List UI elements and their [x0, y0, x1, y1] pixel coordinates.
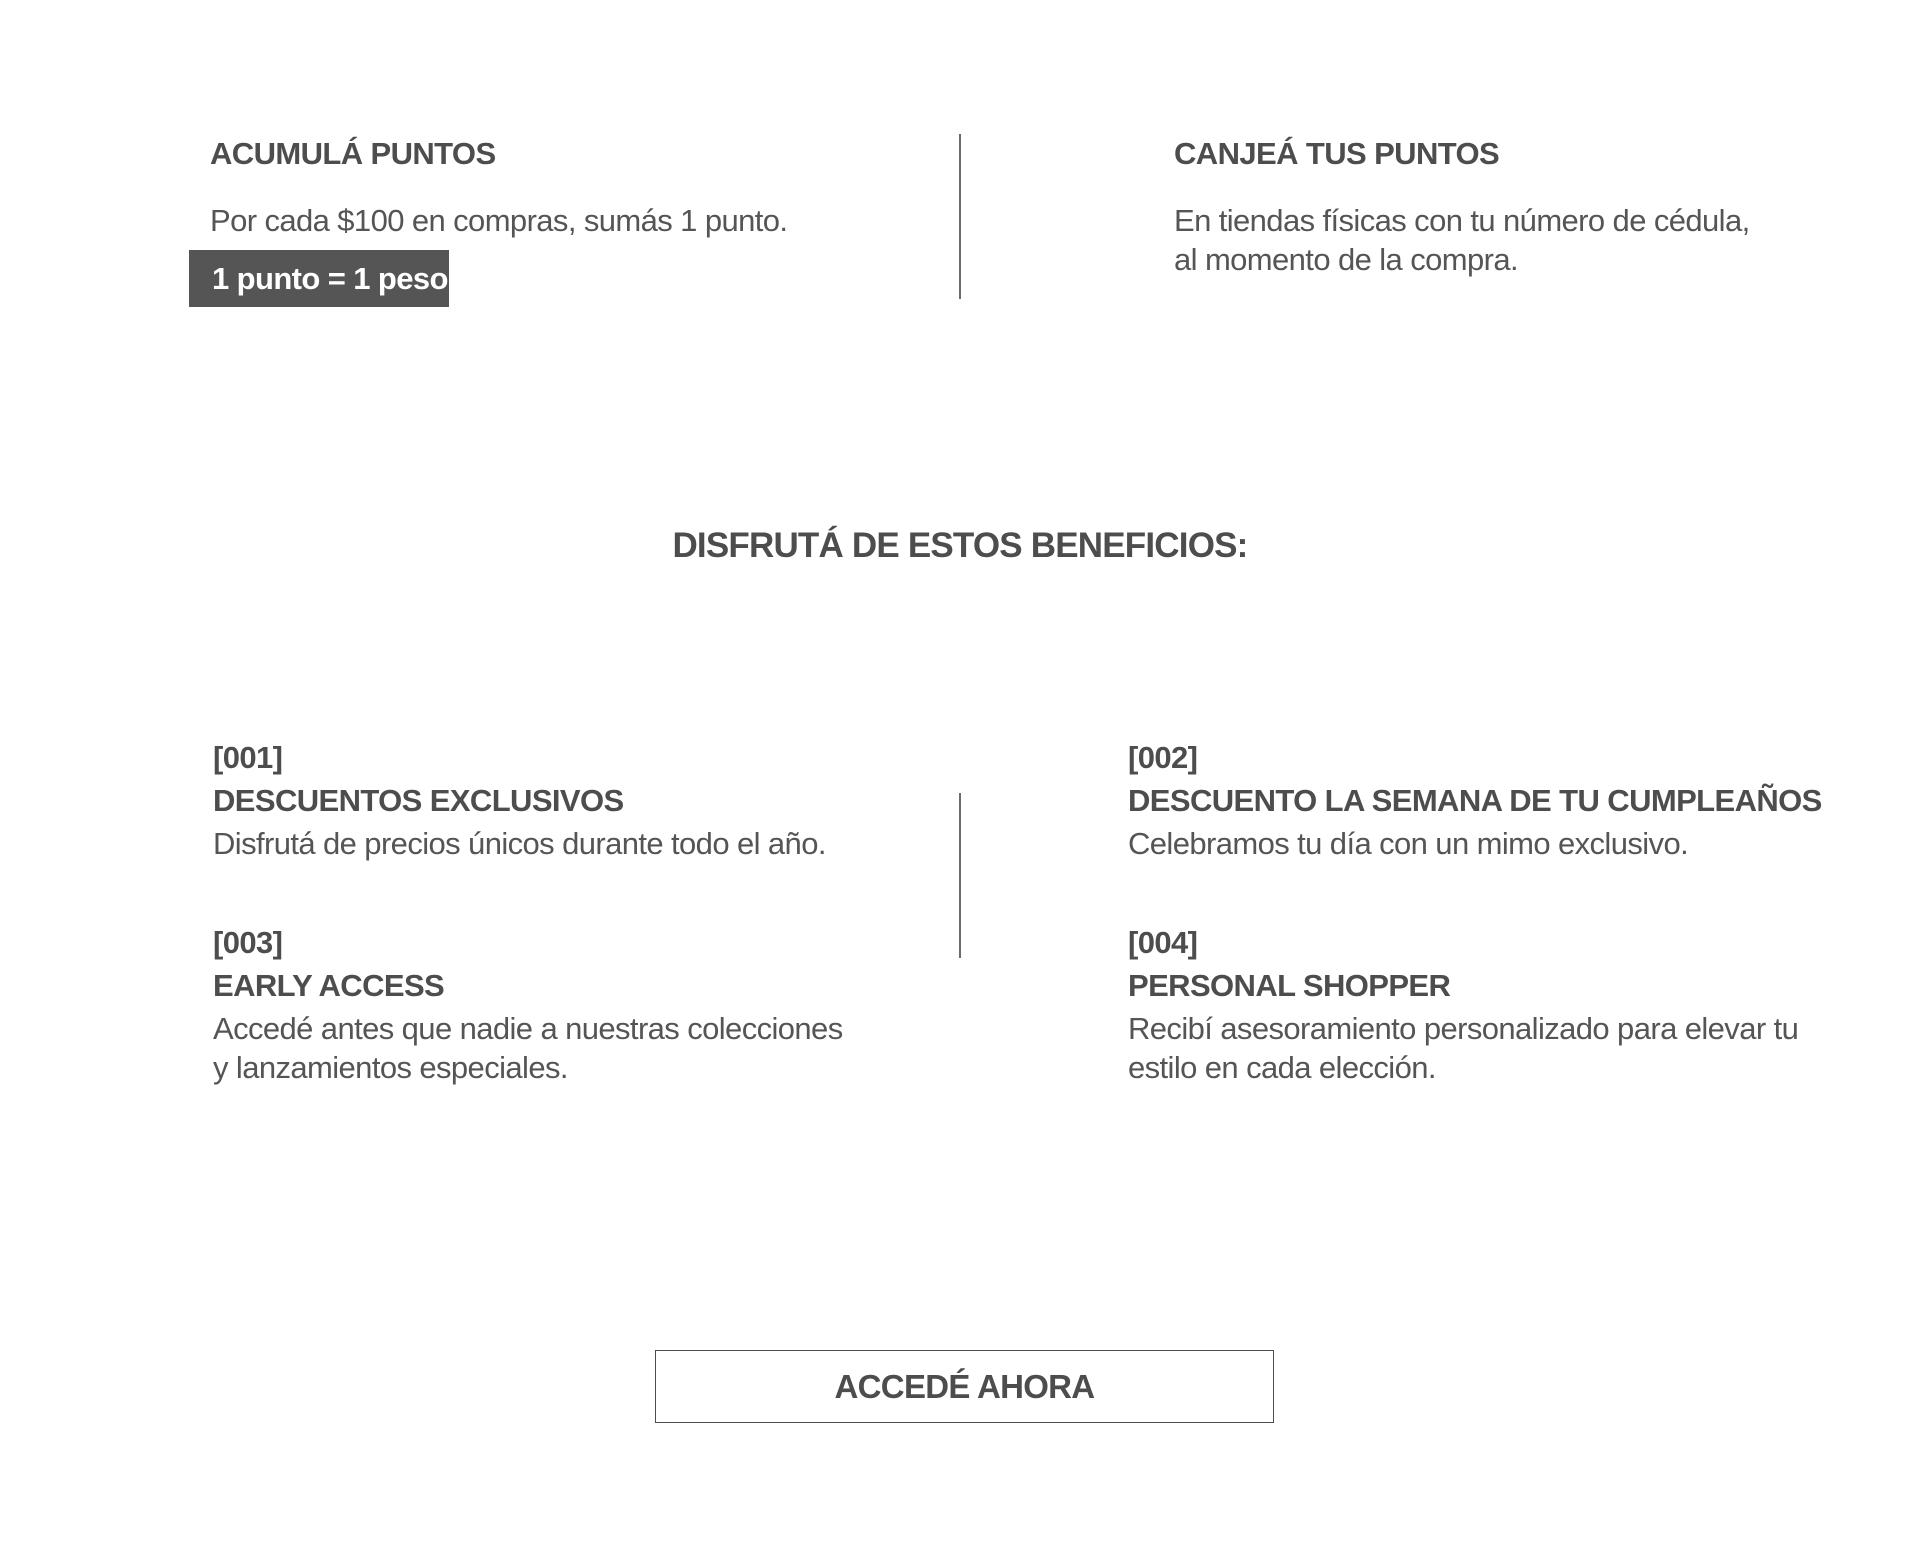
benefit-description	[1128, 1009, 1848, 1087]
benefit-description-line: y lanzamientos especiales.	[213, 1050, 568, 1085]
redeem-points-block	[1174, 136, 1750, 279]
benefit-title: EARLY ACCESS	[213, 968, 445, 1003]
benefit-description	[213, 824, 933, 863]
earn-points-text-line: Por cada $100 en compras, sumás 1 punto.	[210, 203, 788, 238]
benefit-item	[213, 923, 933, 1087]
benefit-description-line: Disfrutá de precios únicos durante todo el año.	[213, 826, 826, 861]
benefit-description-line: Accedé antes que nadie a nuestras colecciones	[213, 1011, 843, 1046]
benefit-description-line: estilo en cada elección.	[1128, 1050, 1436, 1085]
benefit-title: DESCUENTOS EXCLUSIVOS	[213, 783, 624, 818]
benefits-title: DISFRUTÁ DE ESTOS BENEFICIOS:	[672, 526, 1248, 565]
benefit-item	[1128, 738, 1848, 863]
redeem-points-title: CANJEÁ TUS PUNTOS	[1174, 136, 1500, 171]
redeem-points-text-line: En tiendas físicas con tu número de cédula,	[1174, 203, 1750, 238]
benefit-number: [003]	[213, 925, 283, 960]
benefit-title: DESCUENTO LA SEMANA DE TU CUMPLEAÑOS	[1128, 783, 1822, 818]
benefit-number: [001]	[213, 740, 283, 775]
points-value-badge: 1 punto = 1 peso	[189, 250, 449, 307]
earn-points-title: ACUMULÁ PUNTOS	[210, 136, 496, 171]
benefit-number: [002]	[1128, 740, 1198, 775]
redeem-points-text-line: al momento de la compra.	[1174, 242, 1518, 277]
redeem-points-text	[1174, 201, 1750, 279]
benefits-divider	[959, 793, 961, 958]
earn-points-block	[210, 136, 787, 240]
benefit-description-line: Celebramos tu día con un mimo exclusivo.	[1128, 826, 1689, 861]
benefit-title: PERSONAL SHOPPER	[1128, 968, 1451, 1003]
benefit-description	[213, 1009, 933, 1087]
benefit-description	[1128, 824, 1848, 863]
earn-points-text	[210, 201, 787, 240]
benefit-description-line: Recibí asesoramiento personalizado para elevar tu	[1128, 1011, 1799, 1046]
points-divider	[959, 134, 961, 299]
benefit-item	[1128, 923, 1848, 1087]
access-now-button[interactable]: ACCEDÉ AHORA	[655, 1350, 1274, 1423]
benefit-number: [004]	[1128, 925, 1198, 960]
benefit-item	[213, 738, 933, 863]
